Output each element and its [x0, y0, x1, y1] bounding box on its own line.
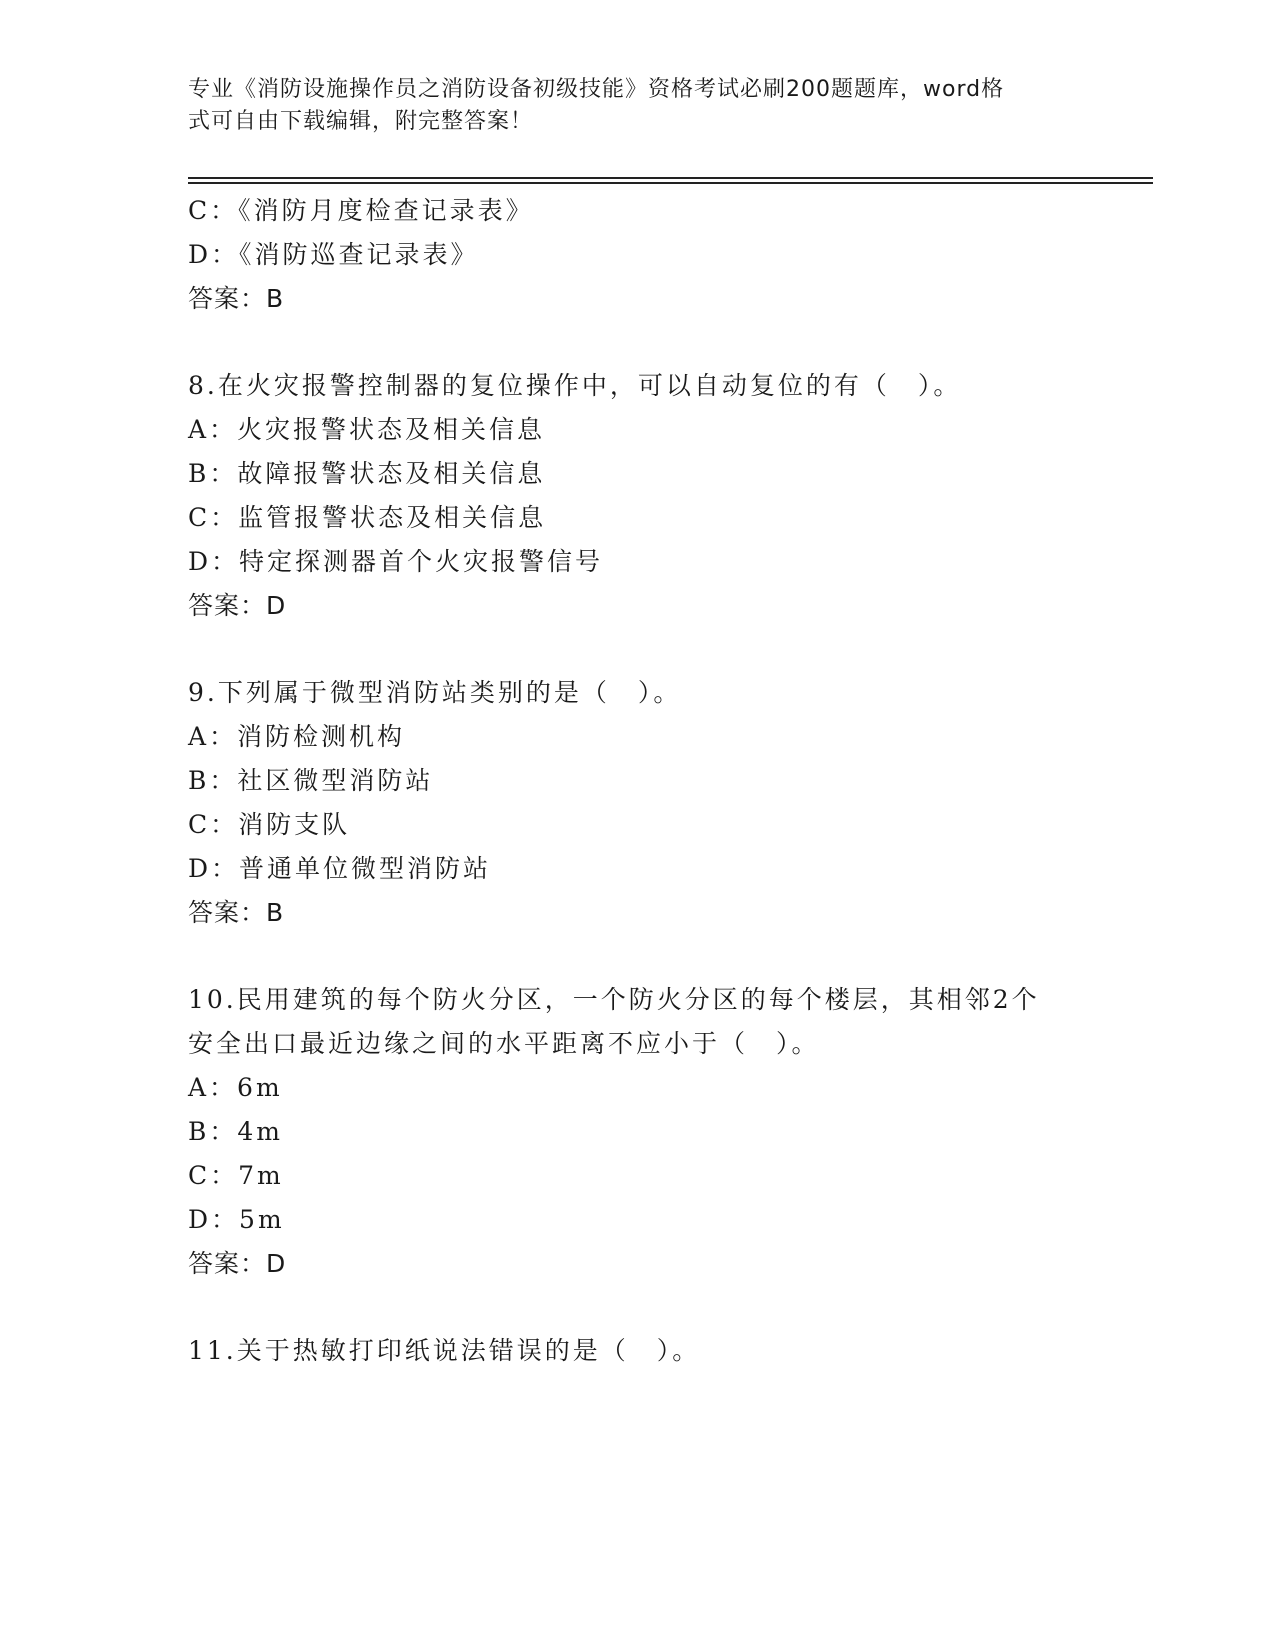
q9-stem: 9.下列属于微型消防站类别的是（ ）。 [188, 678, 682, 707]
q7-option-d: D：《消防巡查记录表》 [188, 240, 479, 269]
q7-option-c: C：《消防月度检查记录表》 [188, 196, 534, 225]
q10-option-a: A：6m [188, 1073, 283, 1102]
q8-option-c: C：监管报警状态及相关信息 [188, 503, 547, 532]
q7-answer: 答案：B [188, 284, 285, 313]
header-line-1: 专业《消防设施操作员之消防设备初级技能》资格考试必刷200题题库，word格 [188, 77, 1005, 102]
q10-option-d: D：5m [188, 1205, 285, 1234]
q8-option-b: B：故障报警状态及相关信息 [188, 459, 546, 488]
q8-answer: 答案：D [188, 591, 287, 620]
q9-option-b: B：社区微型消防站 [188, 766, 434, 795]
q8-stem: 8.在火灾报警控制器的复位操作中，可以自动复位的有（ ）。 [188, 371, 962, 400]
q8-option-d: D：特定探测器首个火灾报警信号 [188, 547, 604, 576]
q10-stem-line-1: 10.民用建筑的每个防火分区，一个防火分区的每个楼层，其相邻2个 [188, 985, 1040, 1014]
q10-option-b: B：4m [188, 1117, 283, 1146]
q11-stem: 11.关于热敏打印纸说法错误的是（ ）。 [188, 1336, 701, 1365]
q8-option-a: A：火灾报警状态及相关信息 [188, 415, 546, 444]
q9-answer: 答案：B [188, 898, 285, 927]
header-rule-bottom [188, 182, 1153, 184]
q9-option-d: D：普通单位微型消防站 [188, 854, 492, 883]
header-line-2: 式可自由下载编辑，附完整答案！ [188, 109, 534, 134]
document-header [188, 74, 1068, 138]
q10-answer: 答案：D [188, 1249, 287, 1278]
q9-option-a: A：消防检测机构 [188, 722, 406, 751]
header-rule-top [188, 177, 1153, 179]
q10-option-c: C：7m [188, 1161, 284, 1190]
q10-stem-line-2: 安全出口最近边缘之间的水平距离不应小于（ ）。 [188, 1029, 820, 1058]
q9-option-c: C：消防支队 [188, 810, 351, 839]
